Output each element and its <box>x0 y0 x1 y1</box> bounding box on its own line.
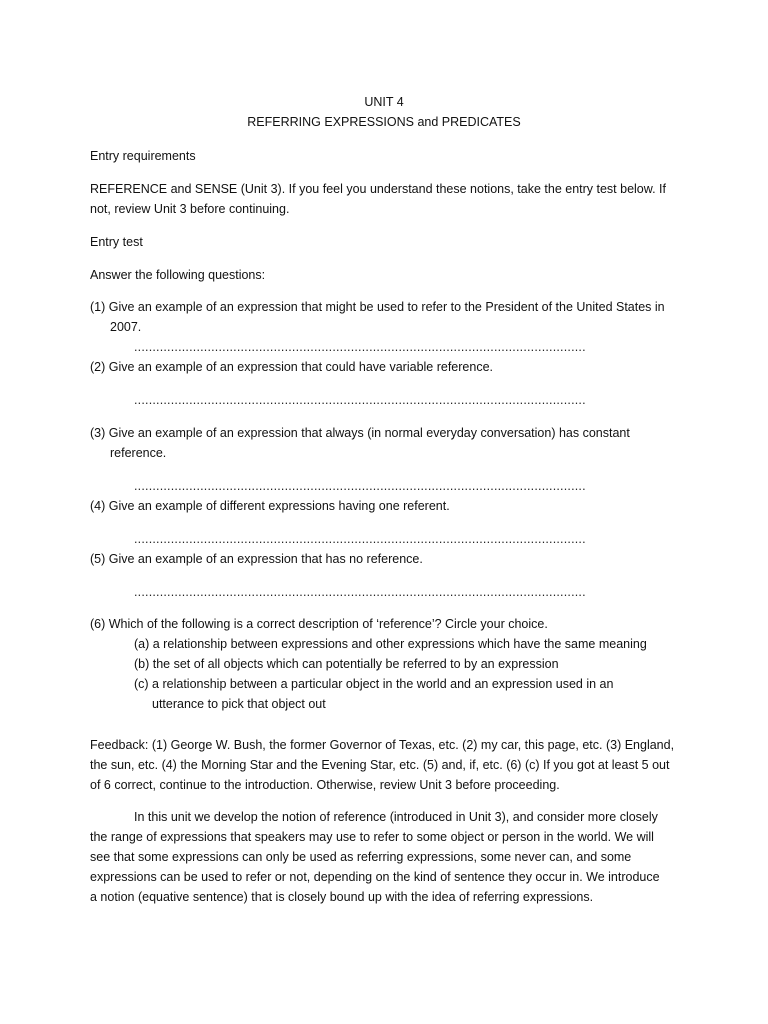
entry-requirements-heading: Entry requirements <box>90 149 196 163</box>
choice-a[interactable]: (a) a relationship between expressions and other expressions which have the same meaning <box>134 637 647 651</box>
question-2: (2) Give an example of an expression that could have variable reference. <box>90 360 494 374</box>
entry-requirements-line-1: REFERENCE and SENSE (Unit 3). If you feel you understand these notions, take the entry test below. If <box>90 182 666 196</box>
entry-test-instruction: Answer the following questions: <box>90 268 266 282</box>
answer-line-1[interactable]: ........................................................................................................................... <box>134 340 586 354</box>
answer-line-3[interactable]: ........................................................................................................................... <box>134 479 586 493</box>
answer-line-5[interactable]: ........................................................................................................................... <box>134 585 586 599</box>
feedback-line-2: the sun, etc. (4) the Morning Star and the Evening Star, etc. (5) and, if, etc. (6) (c) If you got at least 5 out <box>90 758 670 772</box>
choice-c-line-2[interactable]: utterance to pick that object out <box>152 697 326 711</box>
question-3-line-2: reference. <box>110 446 167 460</box>
unit-number: UNIT 4 <box>364 95 404 109</box>
intro-line-5: a notion (equative sentence) that is closely bound up with the idea of referring expressions. <box>90 890 594 904</box>
feedback-line-1: Feedback: (1) George W. Bush, the former Governor of Texas, etc. (2) my car, this page, etc. (3) England, <box>90 738 675 752</box>
answer-line-4[interactable]: ........................................................................................................................... <box>134 532 586 546</box>
question-1-line-2: 2007. <box>110 320 142 334</box>
intro-line-1: In this unit we develop the notion of reference (introduced in Unit 3), and consider more closely <box>134 810 658 824</box>
intro-line-3: see that some expressions can only be used as referring expressions, some never can, and some <box>90 850 632 864</box>
choice-b[interactable]: (b) the set of all objects which can potentially be referred to by an expression <box>134 657 559 671</box>
entry-requirements-line-2: not, review Unit 3 before continuing. <box>90 202 290 216</box>
question-3-line-1: (3) Give an example of an expression that always (in normal everyday conversation) has constant <box>90 426 630 440</box>
question-5: (5) Give an example of an expression that has no reference. <box>90 552 423 566</box>
intro-line-2: the range of expressions that speakers may use to refer to some object or person in the world. We will <box>90 830 654 844</box>
choice-c-line-1[interactable]: (c) a relationship between a particular object in the world and an expression used in an <box>134 677 614 691</box>
question-6: (6) Which of the following is a correct description of ‘reference’? Circle your choice. <box>90 617 548 631</box>
feedback-line-3: of 6 correct, continue to the introduction. Otherwise, review Unit 3 before proceeding. <box>90 778 560 792</box>
entry-test-heading: Entry test <box>90 235 143 249</box>
unit-title: REFERRING EXPRESSIONS and PREDICATES <box>247 115 521 129</box>
question-4: (4) Give an example of different expressions having one referent. <box>90 499 450 513</box>
question-1-line-1: (1) Give an example of an expression that might be used to refer to the President of the United States in <box>90 300 665 314</box>
intro-line-4: expressions can be used to refer or not, depending on the kind of sentence they occur in. We introduce <box>90 870 660 884</box>
answer-line-2[interactable]: ........................................................................................................................... <box>134 393 586 407</box>
